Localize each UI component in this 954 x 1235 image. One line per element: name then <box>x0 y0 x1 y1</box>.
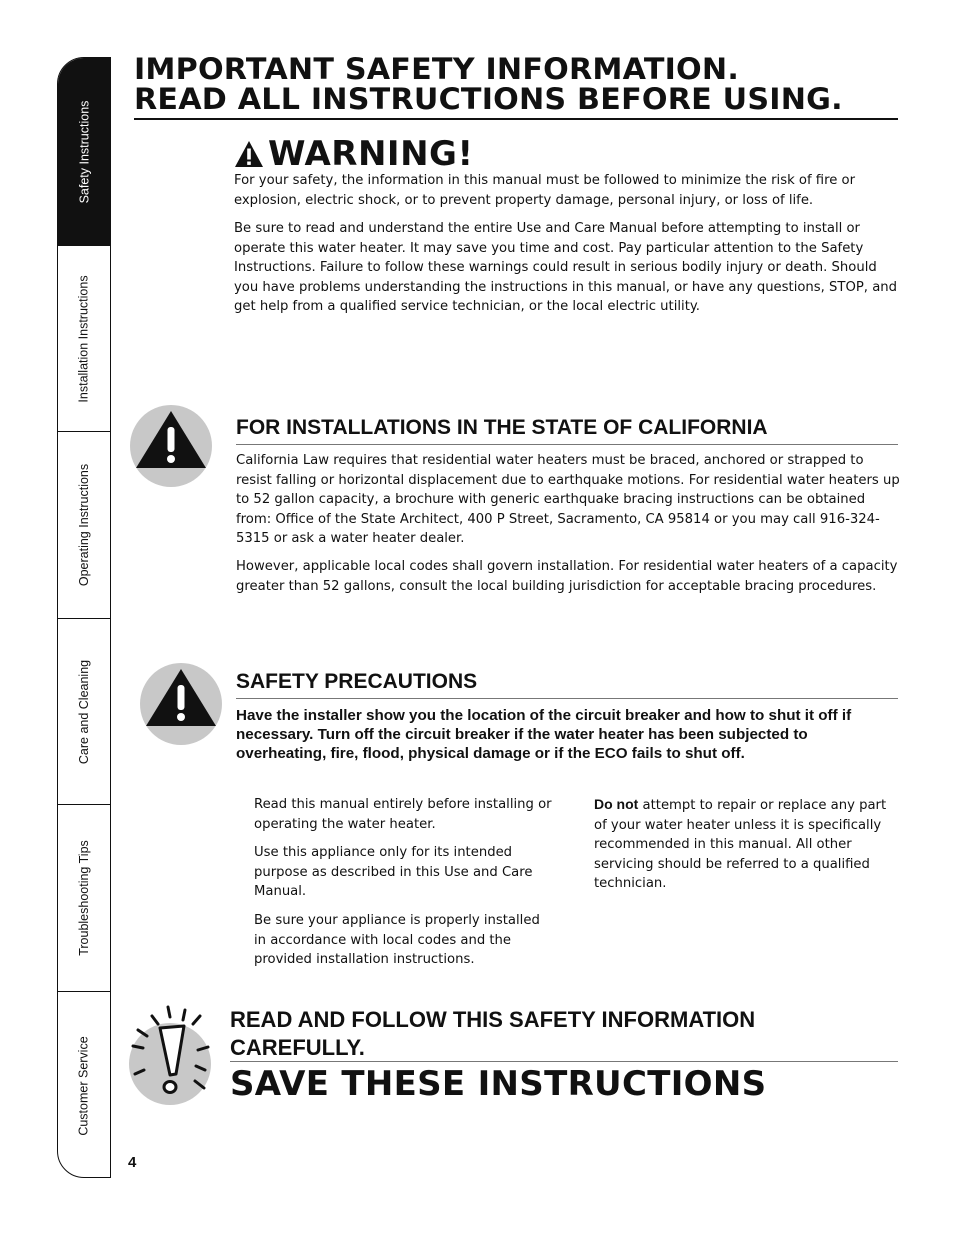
precautions-warning-icon <box>140 663 222 745</box>
california-heading: FOR INSTALLATIONS IN THE STATE OF CALIFORNIA <box>236 416 768 439</box>
california-paragraph-2: However, applicable local codes shall govern installation. For residential water heaters of a capacity greater than 52 gallons, consult the local building jurisdiction for acceptable bracing procedures. <box>236 559 898 594</box>
precautions-heading: SAFETY PRECAUTIONS <box>236 670 478 693</box>
section-tabs <box>57 57 111 1178</box>
title-line-2: READ ALL INSTRUCTIONS BEFORE USING. <box>134 82 843 116</box>
tab-troubleshooting-tips[interactable]: Troubleshooting Tips <box>58 805 110 992</box>
read-follow-line-1: READ AND FOLLOW THIS SAFETY INFORMATION <box>230 1007 756 1032</box>
read-follow-divider <box>230 1061 898 1062</box>
tab-care-and-cleaning[interactable]: Care and Cleaning <box>58 619 110 805</box>
read-follow-heading <box>230 1006 755 1062</box>
california-warning-icon <box>130 405 212 487</box>
circuit-breaker-notice: Have the installer show you the location of the circuit breaker and how to shut it off if necessary. Turn off the circuit breaker if the water heater has been subjected to overheating, fire, flood, physical damage or if the ECO fails to shut off. <box>236 707 852 762</box>
exclamation-triangle-icon <box>140 663 222 745</box>
precaution-item: Be sure your appliance is properly installed in accordance with local codes and the provided installation instructions. <box>254 913 540 968</box>
title-divider <box>134 118 898 120</box>
repair-warning <box>594 795 898 894</box>
exclamation-triangle-icon <box>130 405 212 487</box>
precaution-item: Use this appliance only for its intended purpose as described in this Use and Care Manual. <box>254 845 533 900</box>
california-divider <box>236 444 898 445</box>
warning-triangle-icon <box>234 140 264 168</box>
page-number: 4 <box>128 1154 137 1171</box>
warning-label: WARNING! <box>268 134 474 174</box>
title-line-1: IMPORTANT SAFETY INFORMATION. <box>134 52 740 86</box>
tab-customer-service[interactable]: Customer Service <box>77 1035 91 1136</box>
tab-safety-instructions[interactable]: Safety Instructions <box>58 58 110 246</box>
save-instructions-heading: SAVE THESE INSTRUCTIONS <box>230 1064 767 1104</box>
precaution-item: Read this manual entirely before installing or operating the water heater. <box>254 797 552 832</box>
tab-installation-instructions[interactable]: Installation Instructions <box>58 246 110 432</box>
precautions-divider <box>236 698 898 699</box>
do-not-lead: Do not <box>594 796 639 812</box>
warning-paragraph-1: For your safety, the information in this manual must be followed to minimize the risk of fire or explosion, electric shock, or to prevent property damage, personal injury, or loss of life. <box>234 173 856 208</box>
warning-heading <box>234 134 473 174</box>
california-paragraph-1: California Law requires that residential water heaters must be braced, anchored or strapped to resist falling or horizontal displacement due to earthquake motions. For residential water heaters up to 52 gallon capacity, a brochure with generic earthquake bracing instructions can be obtained from: Office of the State Architect, 400 P Street, Sacramento, CA 95814 or you may call 916-324-5315 or ask a water heater dealer. <box>236 453 900 547</box>
warning-paragraph-2: Be sure to read and understand the entire Use and Care Manual before attempting to install or operate this water heater. It may save you time and cost. Pay particular attention to the Safety Instructions. Failure to follow these warnings could result in serious bodily injury or death. Should you have problems understanding the instructions in this manual, or have any questions, STOP, and get help from a qualified service technician, or the local electric utility. <box>234 221 897 315</box>
page-title <box>134 54 929 114</box>
repair-warning-text: attempt to repair or replace any part of your water heater unless it is specifically recommended in this manual. All other servicing should be referred to a qualified technician. <box>594 798 887 892</box>
tab-operating-instructions[interactable]: Operating Instructions <box>58 432 110 619</box>
read-follow-line-2: CAREFULLY. <box>230 1035 365 1060</box>
attention-exclamation-icon <box>126 1004 216 1108</box>
